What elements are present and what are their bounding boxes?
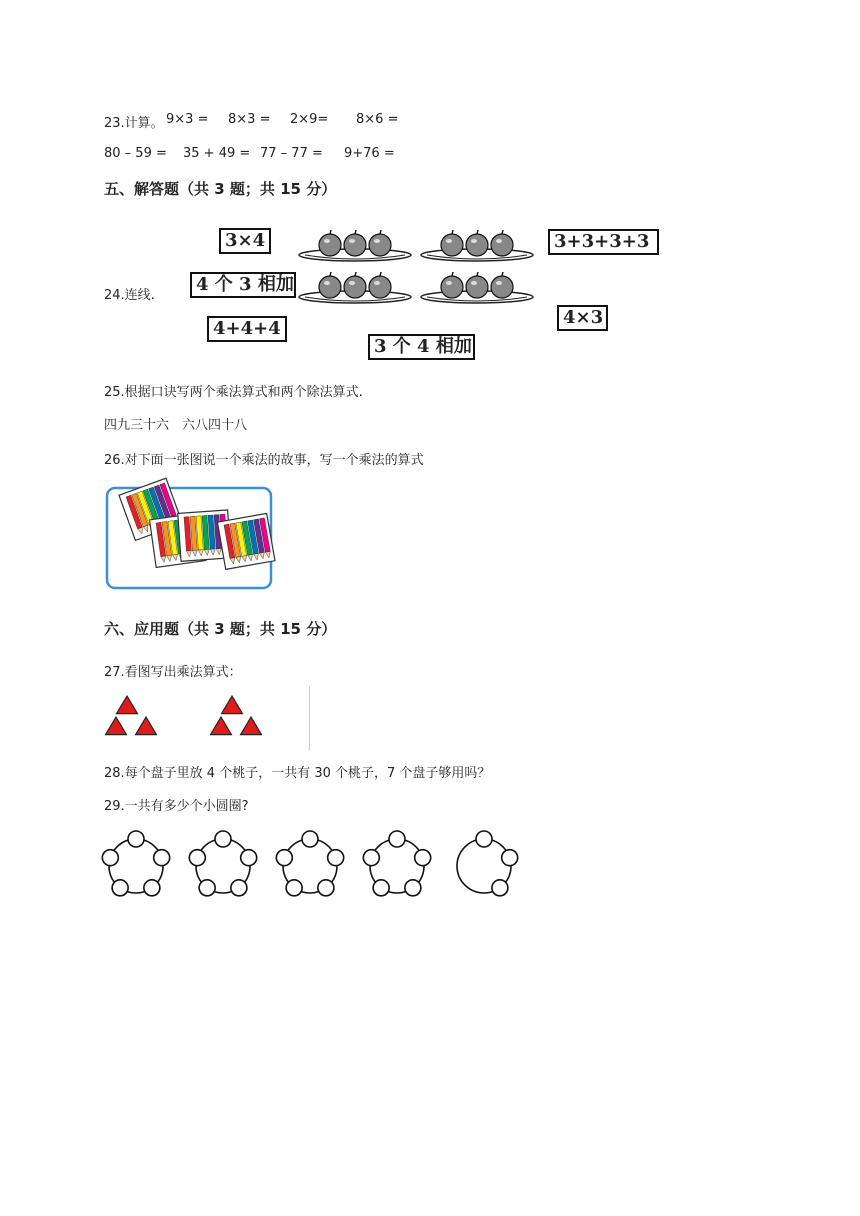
small-circle bbox=[215, 831, 231, 847]
apple-icon bbox=[319, 234, 341, 256]
q25-rhymes: 四九三十六 六八四十八 bbox=[104, 418, 248, 433]
small-circle bbox=[189, 850, 205, 866]
divider-line bbox=[309, 686, 310, 750]
small-circle bbox=[415, 850, 431, 866]
apple-icon bbox=[319, 276, 341, 298]
apple-plate bbox=[421, 272, 533, 303]
small-circle bbox=[328, 850, 344, 866]
triangle-group bbox=[211, 696, 262, 735]
small-circle bbox=[112, 880, 128, 896]
small-circle bbox=[276, 850, 292, 866]
apple-icon bbox=[369, 234, 391, 256]
circle-ring bbox=[276, 831, 343, 896]
apple-icon bbox=[344, 234, 366, 256]
red-triangle bbox=[106, 717, 127, 735]
q26-text: 26.对下面一张图说一个乘法的故事，写一个乘法的算式 bbox=[104, 453, 424, 468]
apple-icon bbox=[441, 276, 463, 298]
circle-ring bbox=[363, 831, 430, 896]
red-triangle bbox=[222, 696, 243, 714]
q24-box-3x4: 3×4 bbox=[219, 228, 271, 254]
q24-box-3-groups-of-4: 3 个 4 相加 bbox=[368, 334, 475, 360]
apple-plate bbox=[299, 272, 411, 303]
small-circle bbox=[476, 831, 492, 847]
small-circle bbox=[199, 880, 215, 896]
q23-expr-8: 9+76 = bbox=[344, 146, 395, 161]
q23-expr-1: 9×3 = bbox=[166, 112, 209, 127]
small-circle bbox=[128, 831, 144, 847]
q24-box-4+4+4: 4+4+4 bbox=[207, 316, 287, 342]
q23-expr-5: 80 – 59 = bbox=[104, 146, 167, 161]
apple-icon bbox=[466, 276, 488, 298]
q23-expr-2: 8×3 = bbox=[228, 112, 271, 127]
circle-rings-illustration bbox=[100, 822, 550, 912]
small-circle bbox=[231, 880, 247, 896]
q24-box-4-groups-of-3: 4 个 3 相加 bbox=[190, 272, 296, 298]
apple-plate bbox=[421, 230, 533, 261]
triangle-group bbox=[106, 696, 157, 735]
apple-icon bbox=[466, 234, 488, 256]
small-circle bbox=[102, 850, 118, 866]
red-triangle bbox=[136, 717, 157, 735]
circle-ring bbox=[189, 831, 256, 896]
section-6-title: 六、应用题（共 3 题；共 15 分） bbox=[104, 620, 337, 638]
small-circle bbox=[241, 850, 257, 866]
apple-icon bbox=[491, 234, 513, 256]
red-triangles-illustration bbox=[100, 694, 270, 744]
small-circle bbox=[502, 850, 518, 866]
q27-text: 27.看图写出乘法算式： bbox=[104, 665, 242, 680]
small-circle bbox=[302, 831, 318, 847]
small-circle bbox=[492, 880, 508, 896]
apple-icon bbox=[441, 234, 463, 256]
small-circle bbox=[373, 880, 389, 896]
apple-icon bbox=[369, 276, 391, 298]
q24-box-4x3: 4×3 bbox=[557, 305, 608, 331]
apple-icon bbox=[344, 276, 366, 298]
apple-icon bbox=[491, 276, 513, 298]
small-circle bbox=[363, 850, 379, 866]
red-triangle bbox=[117, 696, 138, 714]
q24-box-3+3+3+3: 3+3+3+3 bbox=[548, 229, 659, 255]
small-circle bbox=[389, 831, 405, 847]
q25-text: 25.根据口诀写两个乘法算式和两个除法算式. bbox=[104, 385, 363, 400]
q23-expr-4: 8×6 = bbox=[356, 112, 399, 127]
pencil-pack bbox=[217, 513, 275, 569]
colored-pencils-image bbox=[106, 487, 272, 589]
red-triangle bbox=[211, 717, 232, 735]
small-circle bbox=[286, 880, 302, 896]
q29-text: 29.一共有多少个小圆圈? bbox=[104, 799, 249, 814]
small-circle bbox=[318, 880, 334, 896]
circle-ring bbox=[457, 831, 518, 896]
q23-expr-3: 2×9= bbox=[290, 112, 329, 127]
q23-expr-7: 77 – 77 = bbox=[260, 146, 323, 161]
q23-label: 23.计算。 bbox=[104, 116, 164, 131]
q23-expr-6: 35 + 49 = bbox=[183, 146, 251, 161]
q24-label: 24.连线. bbox=[104, 288, 155, 303]
small-circle bbox=[405, 880, 421, 896]
small-circle bbox=[154, 850, 170, 866]
small-circle bbox=[144, 880, 160, 896]
red-triangle bbox=[241, 717, 262, 735]
section-5-title: 五、解答题（共 3 题；共 15 分） bbox=[104, 180, 337, 198]
apple-plate bbox=[299, 230, 411, 261]
q28-text: 28.每个盘子里放 4 个桃子，一共有 30 个桃子，7 个盘子够用吗？ bbox=[104, 766, 491, 781]
circle-ring bbox=[102, 831, 169, 896]
